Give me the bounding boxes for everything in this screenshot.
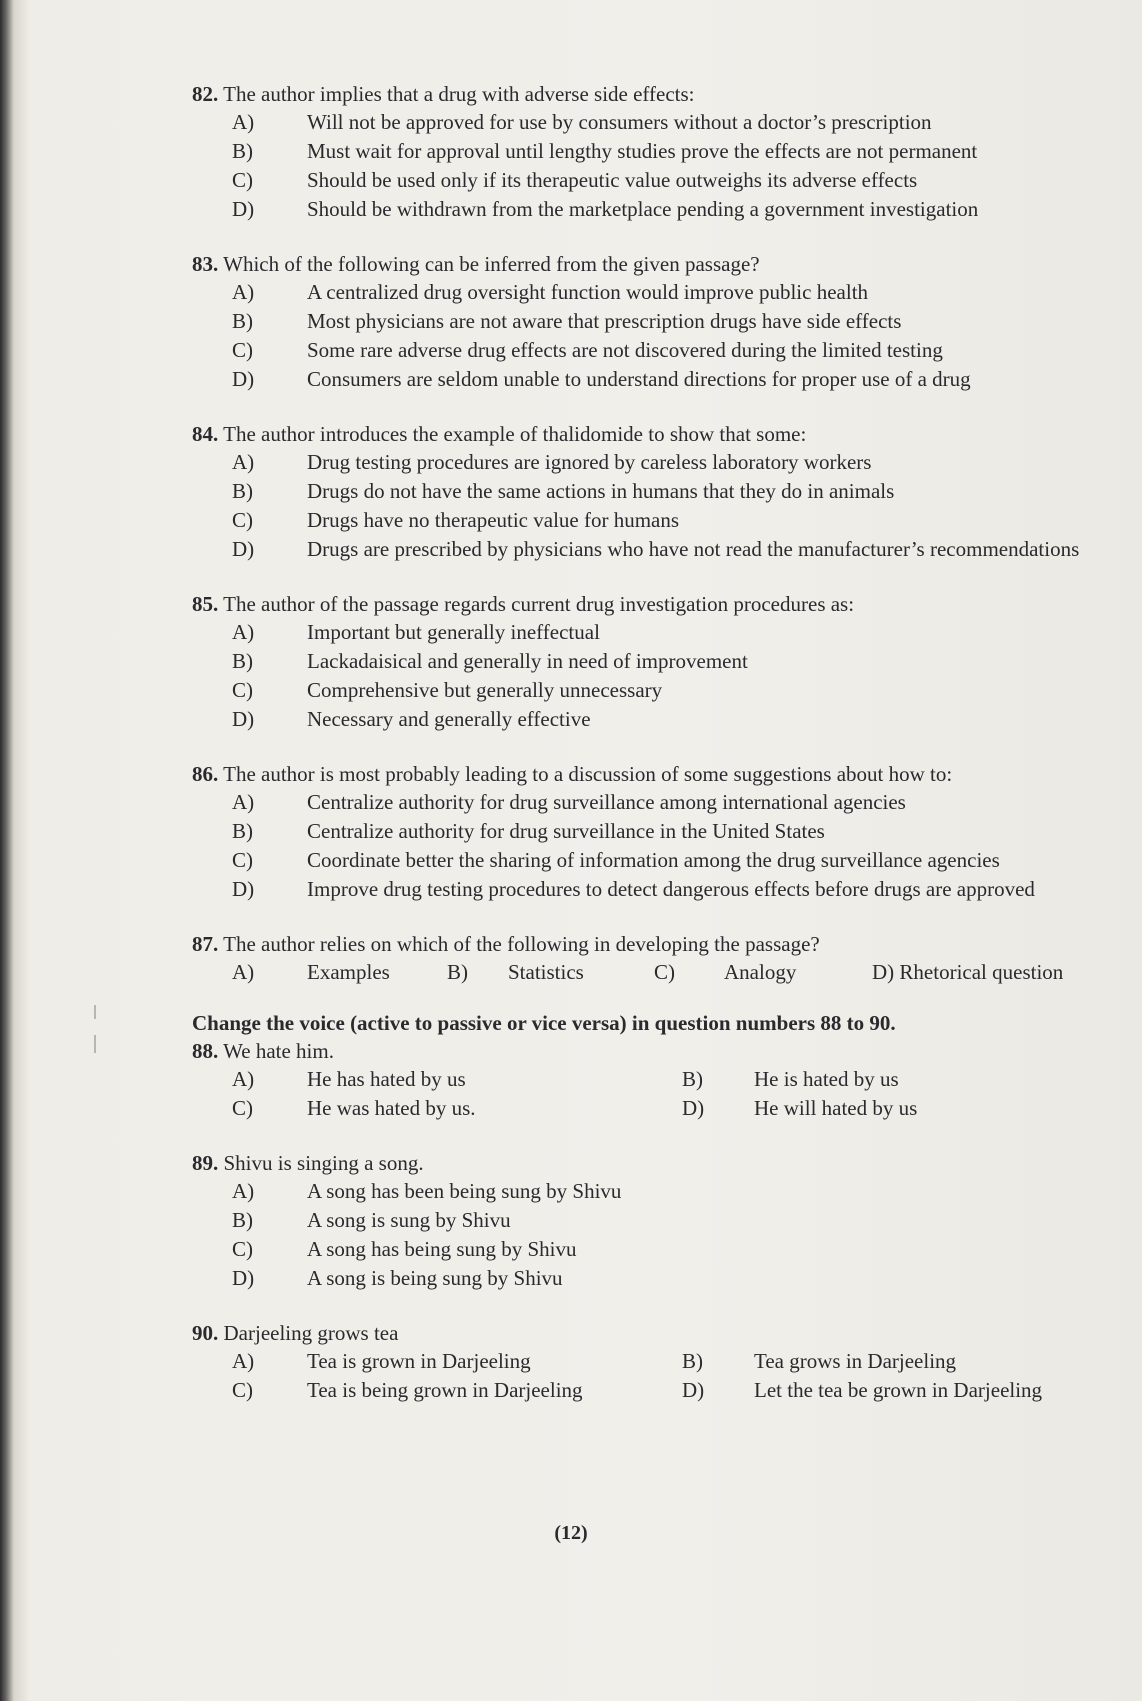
- option-text: A song is being sung by Shivu: [307, 1266, 563, 1290]
- option-text: A song is sung by Shivu: [307, 1208, 511, 1232]
- option-letter: B): [232, 649, 253, 673]
- option-b: [192, 647, 1122, 676]
- option-a-text: Examples: [307, 960, 390, 984]
- option-letter: A): [232, 450, 255, 474]
- question-text: We hate him.: [223, 1039, 334, 1063]
- option-a: [192, 618, 1122, 647]
- option-text: Drugs do not have the same actions in humans that they do in animals: [307, 479, 895, 503]
- question-text: The author relies on which of the following in developing the passage?: [223, 932, 820, 956]
- question-text: Shivu is singing a song.: [223, 1151, 424, 1175]
- option-c: [192, 336, 1122, 365]
- margin-mark: [94, 1005, 96, 1019]
- option-d: [682, 1376, 1122, 1405]
- option-letter: C): [232, 848, 253, 872]
- option-text: Tea grows in Darjeeling: [754, 1349, 957, 1373]
- option-letter: B): [682, 1349, 703, 1373]
- question-87: [192, 930, 1122, 987]
- option-b-letter: B): [447, 960, 468, 984]
- option-d: [192, 535, 1122, 564]
- option-text: A centralized drug oversight function would improve public health: [307, 280, 869, 304]
- option-letter: C): [232, 1237, 253, 1261]
- option-a: [192, 1347, 682, 1376]
- question-number: 89.: [192, 1151, 219, 1175]
- option-letter: A): [232, 1179, 255, 1203]
- option-d: [192, 195, 1122, 224]
- option-d-text: D) Rhetorical question: [872, 960, 1064, 984]
- question-number: 88.: [192, 1039, 219, 1063]
- question-text: The author implies that a drug with adverse side effects:: [223, 82, 695, 106]
- question-stem: [192, 1037, 1122, 1065]
- option-letter: C): [232, 1096, 253, 1120]
- option-letter: C): [232, 678, 253, 702]
- option-c-text: Analogy: [724, 960, 797, 984]
- option-a: [192, 108, 1122, 137]
- option-letter: D): [232, 707, 255, 731]
- option-letter: C): [232, 508, 253, 532]
- option-letter: B): [232, 139, 253, 163]
- option-b: [192, 477, 1122, 506]
- option-d: [192, 875, 1122, 904]
- option-c: [192, 166, 1122, 195]
- option-letter: B): [232, 309, 253, 333]
- option-text: He was hated by us.: [307, 1096, 476, 1120]
- option-letter: A): [232, 790, 255, 814]
- option-letter: C): [232, 1378, 253, 1402]
- option-text: Let the tea be grown in Darjeeling: [754, 1378, 1043, 1402]
- option-a: [192, 1177, 1122, 1206]
- question-stem: [192, 930, 1122, 958]
- question-number: 87.: [192, 932, 219, 956]
- option-text: Tea is grown in Darjeeling: [307, 1349, 531, 1373]
- option-text: Drugs are prescribed by physicians who have not read the manufacturer’s recommendations: [307, 537, 1080, 561]
- question-stem: [192, 80, 1122, 108]
- question-stem: [192, 1149, 1122, 1177]
- question-84: [192, 420, 1122, 564]
- question-number: 82.: [192, 82, 219, 106]
- option-letter: D): [682, 1378, 705, 1402]
- option-grid: [192, 1065, 1122, 1123]
- question-text: The author introduces the example of thalidomide to show that some:: [223, 422, 807, 446]
- option-a: [192, 1065, 682, 1094]
- option-text: Most physicians are not aware that prescription drugs have side effects: [307, 309, 902, 333]
- option-text: Necessary and generally effective: [307, 707, 591, 731]
- option-letter: D): [232, 367, 255, 391]
- option-text: A song has being sung by Shivu: [307, 1237, 577, 1261]
- section-instruction: Change the voice (active to passive or vice versa) in question numbers 88 to 90.: [192, 1011, 896, 1035]
- question-83: [192, 250, 1122, 394]
- option-text: Important but generally ineffectual: [307, 620, 600, 644]
- option-b: [682, 1347, 1122, 1376]
- option-text: A song has been being sung by Shivu: [307, 1179, 622, 1203]
- option-b: [192, 137, 1122, 166]
- option-b: [192, 307, 1122, 336]
- option-d: [192, 705, 1122, 734]
- option-text: Improve drug testing procedures to detect dangerous effects before drugs are approved: [307, 877, 1035, 901]
- option-letter: D): [232, 877, 255, 901]
- option-text: Centralize authority for drug surveillance in the United States: [307, 819, 825, 843]
- option-letter: C): [232, 168, 253, 192]
- option-c: [192, 676, 1122, 705]
- option-letter: D): [232, 197, 255, 221]
- option-c: [192, 1376, 682, 1405]
- option-text: Tea is being grown in Darjeeling: [307, 1378, 583, 1402]
- question-85: [192, 590, 1122, 734]
- option-text: Drugs have no therapeutic value for humans: [307, 508, 680, 532]
- option-text: Some rare adverse drug effects are not discovered during the limited testing: [307, 338, 943, 362]
- question-stem: [192, 250, 1122, 278]
- option-d: [192, 365, 1122, 394]
- option-c: [192, 846, 1122, 875]
- option-c-letter: C): [654, 960, 675, 984]
- question-number: 83.: [192, 252, 219, 276]
- question-82: [192, 80, 1122, 224]
- option-text: Must wait for approval until lengthy studies prove the effects are not permanent: [307, 139, 978, 163]
- option-a-letter: A): [232, 960, 255, 984]
- question-text: The author of the passage regards current drug investigation procedures as:: [223, 592, 855, 616]
- option-letter: C): [232, 338, 253, 362]
- option-letter: A): [232, 280, 255, 304]
- question-stem: [192, 1319, 1122, 1347]
- option-letter: A): [232, 110, 255, 134]
- option-letter: B): [682, 1067, 703, 1091]
- option-text: Lackadaisical and generally in need of improvement: [307, 649, 748, 673]
- question-number: 86.: [192, 762, 219, 786]
- question-88: [192, 1037, 1122, 1123]
- question-86: [192, 760, 1122, 904]
- option-letter: A): [232, 1067, 255, 1091]
- option-text: Comprehensive but generally unnecessary: [307, 678, 663, 702]
- option-d: [192, 1264, 1122, 1293]
- margin-mark: [94, 1035, 96, 1053]
- option-a: [192, 788, 1122, 817]
- question-text: Which of the following can be inferred from the given passage?: [223, 252, 760, 276]
- option-text: He is hated by us: [754, 1067, 899, 1091]
- question-text: The author is most probably leading to a discussion of some suggestions about how to:: [223, 762, 953, 786]
- option-text: Should be used only if its therapeutic value outweighs its adverse effects: [307, 168, 918, 192]
- option-text: Consumers are seldom unable to understand directions for proper use of a drug: [307, 367, 971, 391]
- option-a: [192, 448, 1122, 477]
- option-letter: D): [232, 1266, 255, 1290]
- option-grid: [192, 1347, 1122, 1405]
- option-text: Will not be approved for use by consumers without a doctor’s prescription: [307, 110, 932, 134]
- question-stem: [192, 420, 1122, 448]
- option-c: [192, 1094, 682, 1123]
- question-content: [192, 80, 1122, 1431]
- option-text: He has hated by us: [307, 1067, 466, 1091]
- question-number: 90.: [192, 1321, 219, 1345]
- option-c: [192, 1235, 1122, 1264]
- question-90: [192, 1319, 1122, 1405]
- option-letter: D): [232, 537, 255, 561]
- option-letter: B): [232, 479, 253, 503]
- option-a: [192, 278, 1122, 307]
- option-letter: B): [232, 1208, 253, 1232]
- question-stem: [192, 590, 1122, 618]
- option-b: [682, 1065, 1122, 1094]
- page-number: (12): [554, 1522, 588, 1544]
- option-d: [682, 1094, 1122, 1123]
- option-b: [192, 1206, 1122, 1235]
- question-number: 85.: [192, 592, 219, 616]
- option-text: Drug testing procedures are ignored by careless laboratory workers: [307, 450, 872, 474]
- option-text: Should be withdrawn from the marketplace pending a government investigation: [307, 197, 979, 221]
- option-letter: B): [232, 819, 253, 843]
- option-text: Coordinate better the sharing of information among the drug surveillance agencies: [307, 848, 1000, 872]
- question-text: Darjeeling grows tea: [223, 1321, 399, 1345]
- option-c: [192, 506, 1122, 535]
- option-text: He will hated by us: [754, 1096, 918, 1120]
- option-b: [192, 817, 1122, 846]
- option-b-text: Statistics: [508, 960, 584, 984]
- option-text: Centralize authority for drug surveillance among international agencies: [307, 790, 906, 814]
- question-number: 84.: [192, 422, 219, 446]
- question-stem: [192, 760, 1122, 788]
- option-letter: A): [232, 620, 255, 644]
- question-89: [192, 1149, 1122, 1293]
- option-row: [192, 958, 1122, 987]
- option-letter: A): [232, 1349, 255, 1373]
- option-letter: D): [682, 1096, 705, 1120]
